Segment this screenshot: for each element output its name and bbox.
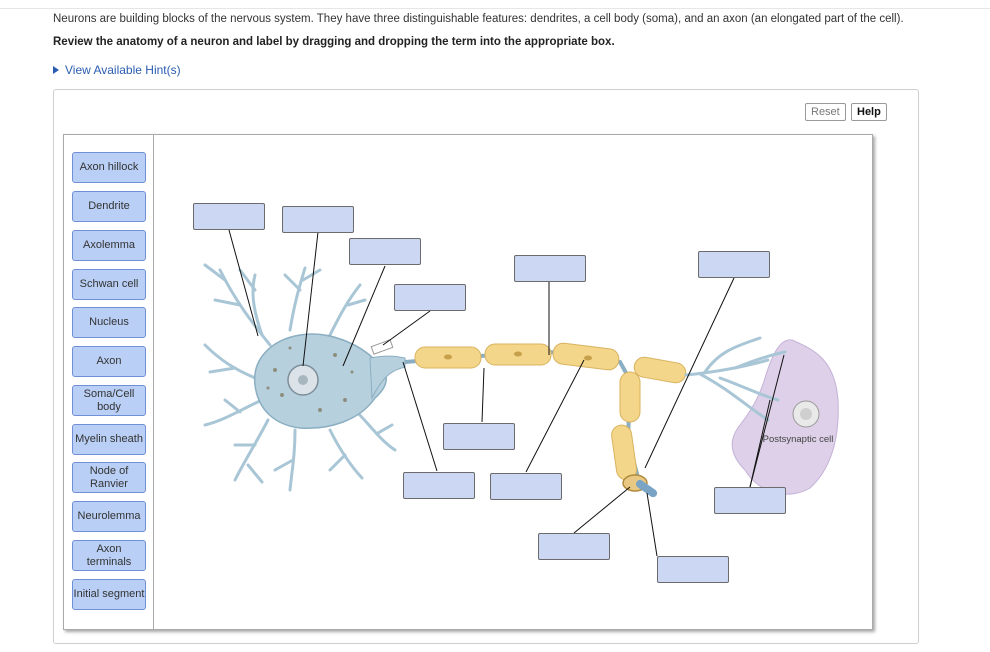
drop-target-node-of-ranvier[interactable] bbox=[514, 255, 586, 282]
label-chip-axon-terminals[interactable]: Axon terminals bbox=[72, 540, 146, 571]
label-chip-node-of-ranvier[interactable]: Node of Ranvier bbox=[72, 462, 146, 493]
label-chip-neurolemma[interactable]: Neurolemma bbox=[72, 501, 146, 532]
label-chip-soma-cell-body[interactable]: Soma/Cell body bbox=[72, 385, 146, 416]
drop-target-neurolemma[interactable] bbox=[657, 556, 729, 583]
drop-target-schwan-cell[interactable] bbox=[490, 473, 562, 500]
label-chip-axon-hillock[interactable]: Axon hillock bbox=[72, 152, 146, 183]
label-chip-dendrite[interactable]: Dendrite bbox=[72, 191, 146, 222]
drop-target-nucleus[interactable] bbox=[282, 206, 354, 233]
label-chip-axon[interactable]: Axon bbox=[72, 346, 146, 377]
drop-target-myelin-sheath[interactable] bbox=[538, 533, 610, 560]
help-button[interactable]: Help bbox=[851, 103, 887, 121]
drop-target-initial-segment[interactable] bbox=[443, 423, 515, 450]
drop-target-axolemma[interactable] bbox=[403, 472, 475, 499]
label-chip-axolemma[interactable]: Axolemma bbox=[72, 230, 146, 261]
axon-hillock-shape bbox=[370, 356, 405, 398]
initial-segment-marker bbox=[371, 340, 393, 354]
drop-target-axon-hillock[interactable] bbox=[394, 284, 466, 311]
soma-shape bbox=[255, 334, 387, 428]
postsynaptic-label: Postsynaptic cell bbox=[762, 434, 834, 445]
axon-core bbox=[405, 352, 640, 485]
view-hints-label: View Available Hint(s) bbox=[65, 63, 181, 77]
label-chip-myelin-sheath[interactable]: Myelin sheath bbox=[72, 424, 146, 455]
label-chip-nucleus[interactable]: Nucleus bbox=[72, 307, 146, 338]
label-chip-initial-segment[interactable]: Initial segment bbox=[72, 579, 146, 610]
drop-target-axon[interactable] bbox=[698, 251, 770, 278]
reset-button[interactable]: Reset bbox=[805, 103, 846, 121]
intro-text: Neurons are building blocks of the nervous system. They have three distinguishable features: dendrites, a cell body (soma), and an axon (an elongated part of the cell). bbox=[53, 13, 904, 25]
label-chip-schwan-cell[interactable]: Schwan cell bbox=[72, 269, 146, 300]
instruction-text: Review the anatomy of a neuron and label by dragging and dropping the term into the appropriate box. bbox=[53, 36, 615, 48]
drop-target-soma[interactable] bbox=[349, 238, 421, 265]
drop-target-dendrite[interactable] bbox=[193, 203, 265, 230]
drop-target-axon-terminals[interactable] bbox=[714, 487, 786, 514]
myelin-segments bbox=[415, 342, 687, 481]
